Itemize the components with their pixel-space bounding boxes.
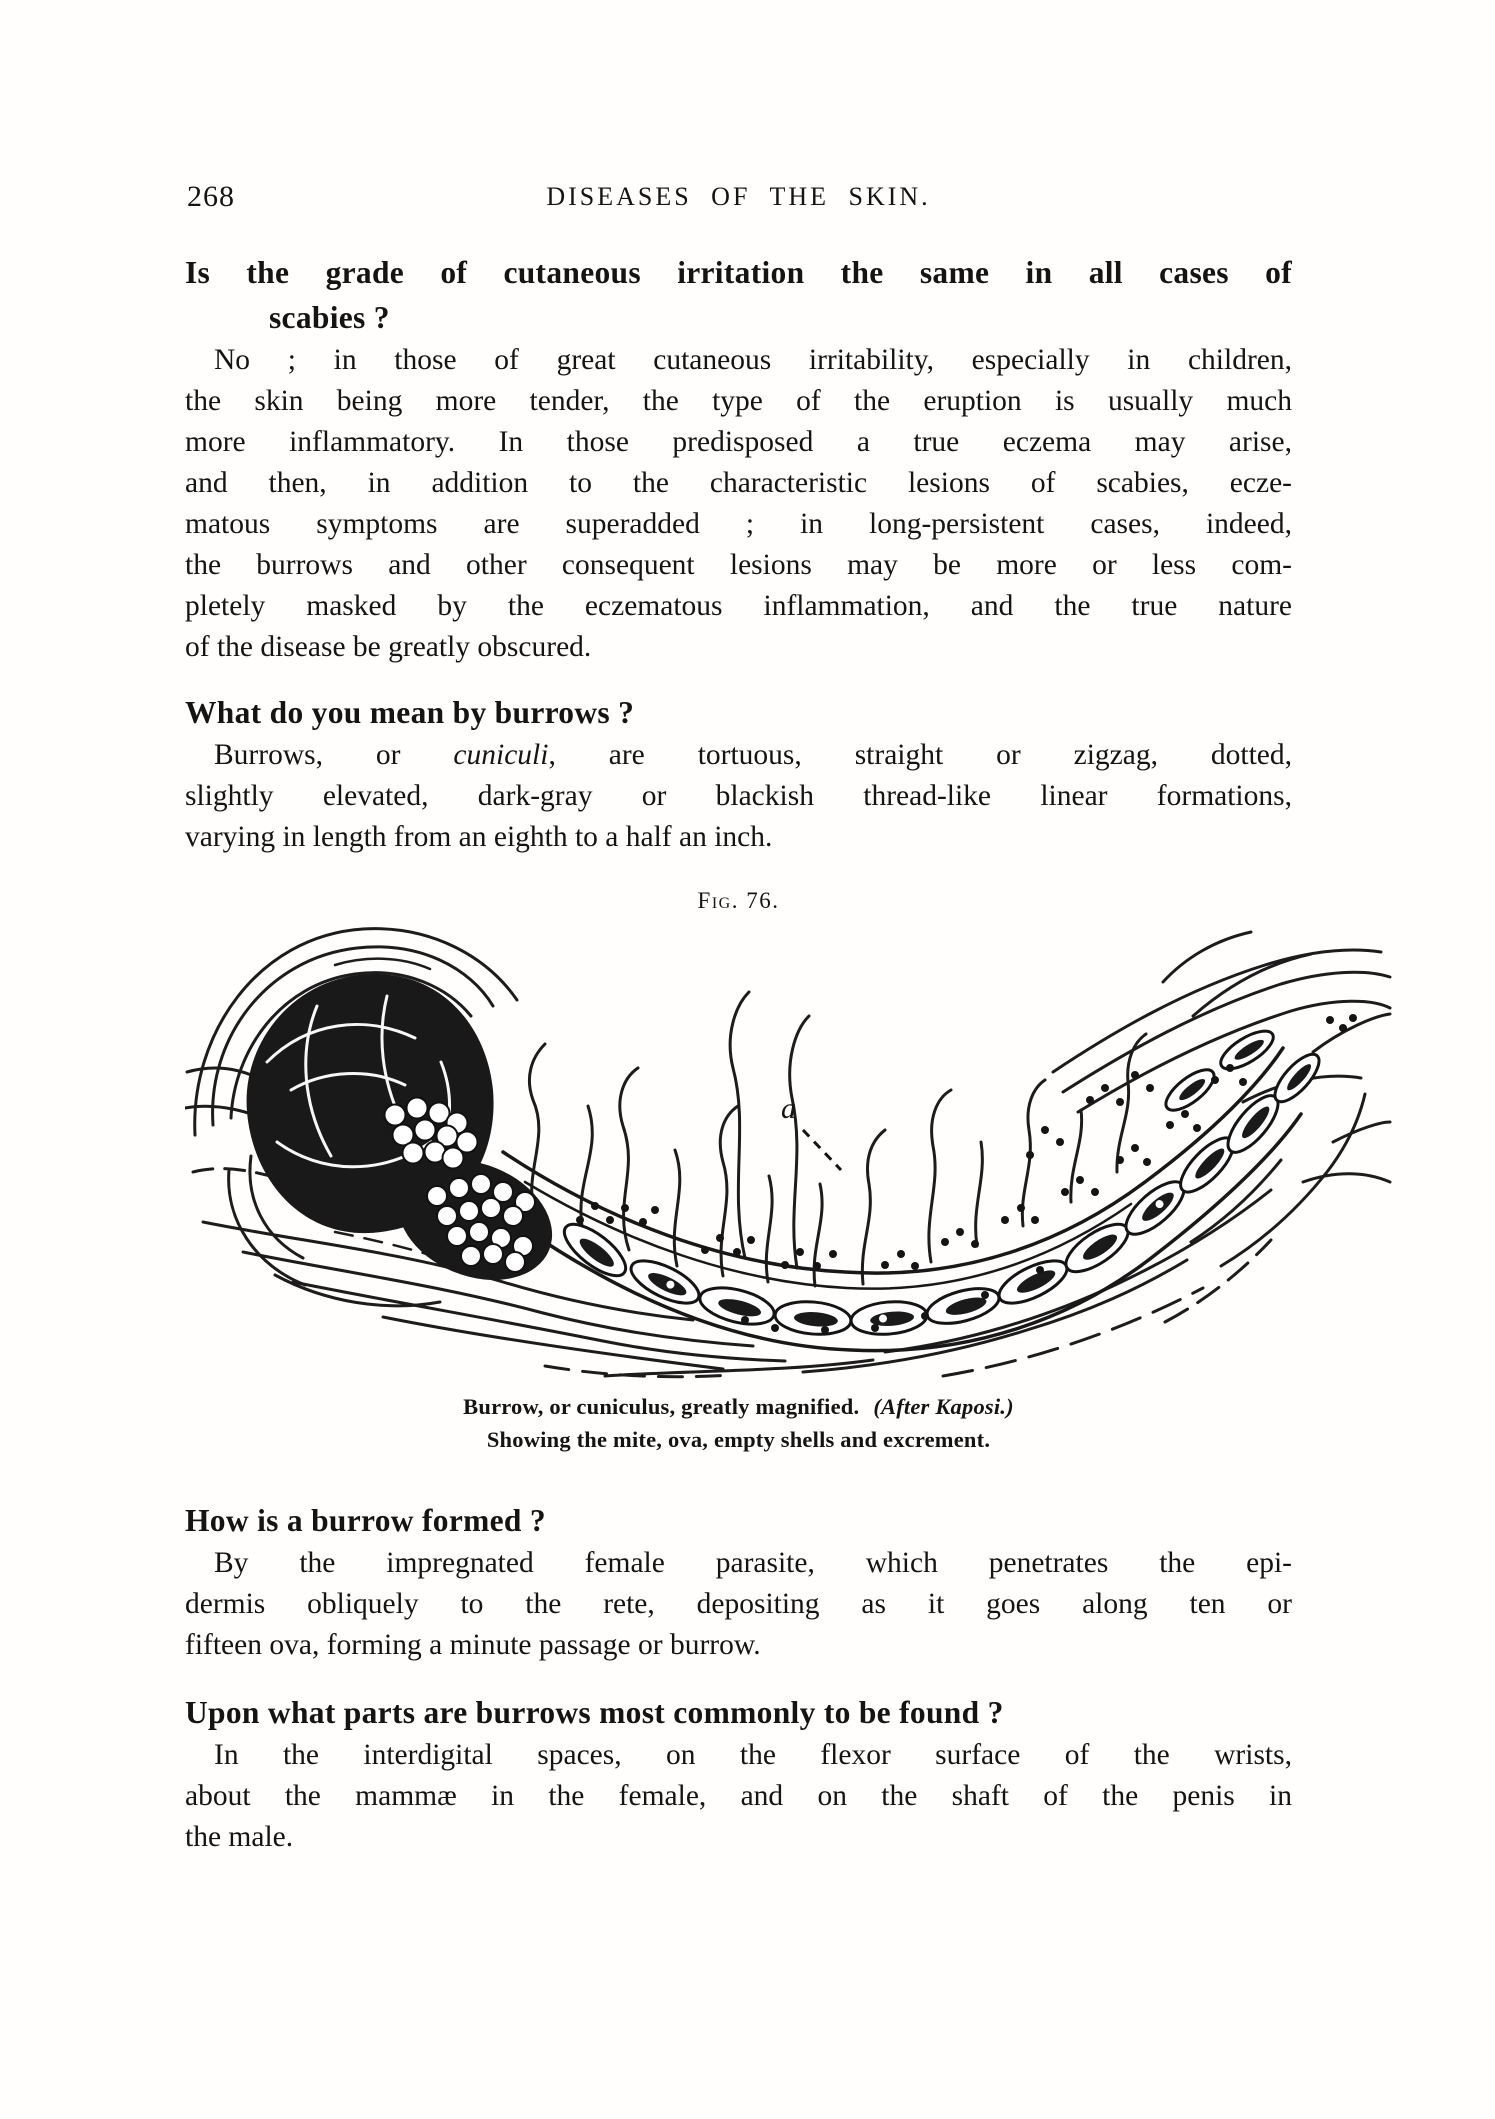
text-line: By the impregnated female parasite, which penetrates the epi- <box>214 1547 1292 1579</box>
page-number: 268 <box>187 180 235 213</box>
annotation-pointer-line <box>803 1130 841 1170</box>
figure-76 <box>185 920 1292 1380</box>
answer-paragraph-1 <box>185 340 1292 668</box>
text-segment: Burrows, or <box>214 739 454 771</box>
text-segment: , are tortuous, straight or zigzag, dotted, <box>548 739 1292 771</box>
text-line: fifteen ova, forming a minute passage or burrow. <box>185 1629 761 1661</box>
answer-paragraph-3 <box>185 1543 1292 1666</box>
heading-line: scabies ? <box>269 300 390 335</box>
question-heading-1 <box>185 250 1292 340</box>
text-line: about the mammæ in the female, and on the shaft of the penis in <box>185 1780 1292 1812</box>
figure-caption-line2: Showing the mite, ova, empty shells and excrement. <box>486 1427 991 1452</box>
question-heading-2: What do you mean by burrows ? <box>185 695 635 730</box>
text-line: the male. <box>185 1821 294 1853</box>
figure-annotation-a: a <box>781 1092 796 1125</box>
text-line <box>185 735 1292 776</box>
question-heading-4: Upon what parts are burrows most commonly to be found ? <box>185 1695 1004 1730</box>
answer-paragraph-4 <box>185 1735 1292 1858</box>
heading-line: Is the grade of cutaneous irritation the same in all cases of <box>185 255 1292 290</box>
text-line: slightly elevated, dark-gray or blackish thread-like linear formations, <box>185 780 1292 812</box>
running-title: DISEASES OF THE SKIN. <box>546 182 931 211</box>
text-column <box>185 178 1292 1858</box>
figure-caption-line1 <box>185 1390 1292 1423</box>
text-line: the burrows and other consequent lesions may be more or less com- <box>185 549 1292 581</box>
egg-shells <box>557 1024 1326 1337</box>
text-line: and then, in addition to the characteristic lesions of scabies, ecze- <box>185 467 1292 499</box>
caption-text: Burrow, or cuniculus, greatly magnified. <box>463 1394 860 1419</box>
annotation <box>781 1092 841 1170</box>
figure-number: Fig. 76. <box>697 888 780 913</box>
figure-caption <box>185 1390 1292 1456</box>
text-line: pletely masked by the eczematous inflammation, and the true nature <box>185 590 1292 622</box>
text-line: No ; in those of great cutaneous irritability, especially in children, <box>214 344 1292 376</box>
page-header <box>185 178 1292 220</box>
text-line: more inflammatory. In those predisposed a true eczema may arise, <box>185 426 1292 458</box>
question-heading-3: How is a burrow formed ? <box>185 1503 546 1538</box>
burrow-illustration <box>185 920 1395 1380</box>
text-line: In the interdigital spaces, on the flexor surface of the wrists, <box>214 1739 1292 1771</box>
text-line: matous symptoms are superadded ; in long-persistent cases, indeed, <box>185 508 1292 540</box>
text-line: the skin being more tender, the type of the eruption is usually much <box>185 385 1292 417</box>
caption-credit: (After Kaposi.) <box>873 1394 1014 1419</box>
text-line: of the disease be greatly obscured. <box>185 631 592 663</box>
answer-paragraph-2 <box>185 735 1292 858</box>
text-line: varying in length from an eighth to a half an inch. <box>185 821 773 853</box>
text-line: dermis obliquely to the rete, depositing as it goes along ten or <box>185 1588 1292 1620</box>
latin-term: cuniculi <box>453 739 549 771</box>
